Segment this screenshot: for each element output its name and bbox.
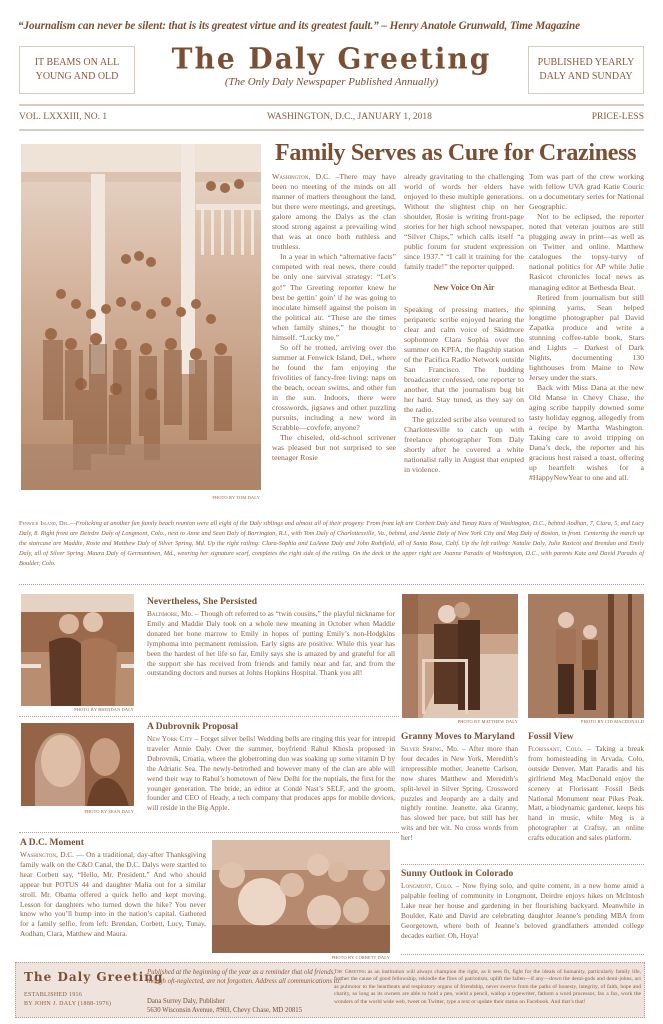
- paragraph: Retired from journalism but still spinning yarns, Sean helped longtime photographer pal David Zapatka produce and write a stunning coffee-table book, Stars and Lights – Darkest of Dark Nights, documenting 130 lighthouses from Maine to New Jersey under the stars.: [529, 292, 644, 382]
- paragraph: In a year in which “alternative facts” competed with real news, there could be only one survival strategy: “Let’s go!” The Greeting reporter knew he best be gettin’ goin’ if he was going to inoculate himself against the poison in the political air. “These are the times when family shines,” he thought to himself. “Lucky me.”: [272, 252, 396, 342]
- brief-body: [20, 850, 206, 939]
- brief-dateline: Silver Spring, Md.: [401, 744, 459, 753]
- footer-published-note: Published at the beginning of the year as a reminder that old friends, though oft-neglected, are not forgotten. Address all communications to:: [147, 969, 342, 985]
- volume-number: VOL. LXXXIII, NO. 1: [19, 112, 108, 122]
- footer-address: [147, 997, 347, 1015]
- masthead-title: The Daly Greeting: [171, 41, 492, 76]
- ear-left-line-2: YOUNG AND OLD: [35, 71, 119, 82]
- header-rule-top: [19, 104, 644, 106]
- brief-title: Granny Moves to Maryland: [401, 732, 515, 742]
- brief-title: Sunny Outlook in Colorado: [401, 869, 514, 879]
- footer-established: [24, 991, 111, 1009]
- paragraph: Tom was part of the crew working with fellow UVA grad Katie Couric on a documentary series for National Geographic.: [529, 172, 644, 212]
- brief-body: [147, 609, 395, 678]
- price: PRICE-LESS: [591, 112, 644, 122]
- brief-text: – Forget silver bells! Wedding bells are ringing this year for intrepid traveler Annie Daly. Over the summer, boyfriend Rahul Khosla proposed in Dubrovnik, Croatia, where the globetrotting duo was soaking up some vitamin D by the Adriatic Sea. The newly-betrothed and however many of the clan are able will wend their way to Rahul’s hometown of New Delhi for the nuptials, the first for the younger generation. The bride, an editor at Condé Nast’s SELF, and the groom, founder and CEO of Heady, a tech company that produces apps for mobile devices, will reside in the Big Apple.: [147, 734, 395, 813]
- caption-text: —Frolicking at another fun family beach reunion were all eight of the Daly siblings and almost all of their progeny. From front left are Corbett Daly and Tunay Kuru of Washington, D.C., behind Aodhan, 7, Ciara, 5, and Lucy Daly, 8. Right front are Deirdre Daly of Longmont, Colo., next to Anne and Sean Daly of Barrington, R.I., with Tom Daly of Charlottesville, Va., behind, and Annie Daly of New York City and Meg Daly of Boston, in front. Centering the march up the staircase are Maddie, Rosie and Matthew Daly of Silver Spring, Md. Up the right railing: Clara-Sophia and LuAnne Daly and John Rothfield, all of Santa Rosa, Calif. Up the left railing: Natalie Daly, Julie Rasicot and Brendan and Emily Daly, all of Silver Spring. Maura Daly of Germantown, Md., wearing her signature scarf, completes the right side of the railing. On the deck in the upper right are Joanne Paradis of Washington, D.C., with parents Kate and David Paradis of Boulder, Colo.: [19, 520, 644, 567]
- brief-text: – Taking a break from homesteading in Arvada, Colo, outside Denver, Matt Paradis and his girlfriend Meg MacDonald enjoy the scenery at Florissant Fossil Beds National Monument near Pikes Peak. Matt, a biodynamic gardener, keeps his hand in music, while Meg is a photographer at Craftsy, an online crafts education and sales platform.: [528, 744, 644, 843]
- paragraph: –There may have been no meeting of the minds on all manner of matters throughout the land, but there were meetings, and greetings, galore among the Dalys as the clan stood strong against a prevailing wind that was at once both ruthless and truthless.: [272, 172, 396, 252]
- brief-photo-credit: PHOTO BY BRENDAN DALY: [74, 707, 134, 712]
- brief-title: Nevertheless, She Persisted: [147, 597, 258, 607]
- section-divider: [19, 584, 644, 585]
- brief-body: [528, 744, 644, 843]
- brief-title: A D.C. Moment: [20, 838, 84, 848]
- brief-dateline: Baltimore, Md.: [147, 609, 193, 618]
- brief-text: – Though oft referred to as “twin cousins,” the playful nickname for Emily and Maddie Daly took on a whole new meaning in October when Maddie donated her bone marrow to Emily in hopes of putting Emily’s non-Hodgkins lymphoma into permanent remission. Early signs are positive. While this year has been the hardest of her life so far, Emily says she is amazed by and grateful for all the support she has received from friends and family near and far, and from the outstanding doctors and nurses at Johns Hopkins Hospital. Thank you all!: [147, 609, 396, 678]
- brief-photo-credit: PHOTO BY CID MACDONALD: [580, 719, 644, 724]
- brief-photo-credit: PHOTO BY CORBETT DALY: [331, 955, 390, 960]
- footer-motto: [334, 969, 641, 1006]
- ear-right-line-2: DALY AND SUNDAY: [539, 71, 633, 82]
- brief-dateline: Longmont, Colo.: [401, 881, 453, 890]
- epigraph-quote: “Journalism can never be silent: that is its greatest virtue and its greatest fault.” – Henry Anatole Grunwald, Time Magazine: [18, 20, 580, 32]
- motto-lead: The Greeting: [334, 969, 366, 975]
- caption-dateline: Fenwick Island, Del.: [19, 520, 70, 527]
- lead-photo-caption: [19, 519, 644, 569]
- brief-photo-credit: PHOTO BY MATTHEW DALY: [457, 719, 518, 724]
- brief-text: – Now flying solo, and quite content, in a new home amid a palpable feeling of community in Longmont, Deirdre enjoys hikes on McIntosh Lake near her house and gardening in her flourishing backyard. Meanwhile in Boulder, Kate and David are celebrating daughter Jeanne’s pending MBA from Georgetown, where both of Jeanne’s beloved grandfathers attended college decades earlier. Oh, Hoya!: [401, 881, 644, 940]
- header-rule-bottom: [19, 129, 644, 131]
- ear-right: [528, 46, 644, 94]
- brief-photo-credit: PHOTO BY SEAN DALY: [84, 809, 134, 814]
- lead-story-column-2: [404, 172, 524, 475]
- brief-photo-fossil: [528, 594, 644, 718]
- section-divider: [401, 954, 644, 955]
- motto-text: as an institution will always champion the right, as it sees fit, fight for the ideals of humanity, particularly family life, further the cause of good fellowship, rekindle the fires of patriotism, uplift the fallen—if any—down the demi-gods and demi-johns, act as pulmotor to the heartbeats and respiratory organs of friendship, never swerve from the paths of honesty, integrity, of faith, hope and charity, so long as its owners are able to hold a pen, wield a pencil, wallop a typewriter, fathom a word processor, fax a fax, work the wonders of the world wide web, tweet on Twitter, type a text or update their status on Facebook. And that’s that!: [334, 969, 642, 1005]
- ear-left: [19, 46, 135, 94]
- issue-date: WASHINGTON, D.C., JANUARY 1, 2018: [266, 112, 432, 122]
- ear-right-line-1: PUBLISHED YEARLY: [537, 57, 635, 68]
- founder: BY JOHN J. DALY (1888-1976): [24, 1001, 112, 1007]
- brief-photo-persisted: [21, 594, 134, 706]
- ear-left-line-1: IT BEAMS ON ALL: [34, 57, 120, 68]
- paragraph: already gravitating to the challenging world of words her elders have enjoyed lo these multiple generations. Without the slightest chip on her shoulder, Rosie is writing front-page stories for her high school newspaper, “Silver Chips,” which calls itself “a public forum for student expression since 1937.” “I call it training for the family trade!” the reporter quipped.: [404, 172, 524, 272]
- section-divider: [19, 716, 399, 717]
- lead-dateline: Washington, D.C.: [272, 172, 331, 181]
- brief-body: [147, 734, 395, 813]
- lead-story-column-3: [529, 172, 644, 483]
- lead-headline: Family Serves as Cure for Craziness: [275, 140, 637, 166]
- publisher-address: 5630 Wisconsin Avenue, #903, Chevy Chase, MD 20815: [147, 1007, 303, 1014]
- brief-dateline: Florissant, Colo.: [528, 744, 583, 753]
- footer-box: [15, 962, 645, 1018]
- dateline-bar: [19, 112, 644, 122]
- lead-photo-credit: PHOTO BY TOM DALY: [212, 495, 260, 500]
- established-year: ESTABLISHED 1916: [24, 992, 83, 998]
- brief-title: A Dubrovnik Proposal: [147, 722, 238, 732]
- brief-body: [401, 881, 644, 940]
- subhead-new-voice-on-air: New Voice On Air: [433, 283, 495, 293]
- lead-photo: [21, 144, 261, 490]
- masthead-subtitle: (The Only Daly Newspaper Published Annually): [224, 76, 439, 88]
- paragraph: Not to be eclipsed, the reporter noted that veteran journos are still plugging away in print—as well as on Twitter and online. Matthew catalogues the topsy-turvy of national politics for AP while Julie Rasicot chronicles local news as managing editor at Bethesda Beat.: [529, 212, 644, 292]
- brief-text: — On a traditional, day-after Thanksgiving family walk on the C&O Canal, the D.C. Dalys were startled to hear Corbett say, “Hello, Mr. President.” And who should appear but POTUS 44 and daughter Malia out for a similar stroll. Mr. Obama offered a quick hello and kept moving. Lesson for daughters who turned down the hike? You never know who you’ll bump into in the nation’s capital. Gathered for a family selfie, from left: Brendan, Corbett, Lucy, Tunay, Aodhan, Ciara, Matthew and Maura.: [20, 850, 206, 939]
- lead-story-column-1: [272, 172, 396, 463]
- brief-photo-dc-moment: [212, 840, 390, 953]
- brief-dateline: New York City: [147, 734, 193, 743]
- paragraph: So off he trotted, arriving over the summer at Fenwick Island, Del., where he found the fam enjoying the frivolities of fancy-free living: naps on the beach, ocean swims, and other fun in the sun. Indoors, there were crosswords, jigsaws and other puzzling pursuits, including a new word in Scrabble—covfefe, anyone?: [272, 342, 396, 433]
- footer-logo: The Daly Greeting: [24, 970, 164, 984]
- brief-title: Fossil View: [528, 732, 574, 742]
- section-divider: [19, 832, 399, 833]
- brief-body: [401, 744, 518, 843]
- masthead: [140, 42, 523, 88]
- brief-text: – After more than four decades in New York, Meredith’s irrepressible mother, Jeanette Carlson, now shares Matthew and Meredith’s split-level in Silver Spring. Crossword puzzles and Jeopardy are a daily and nightly routine. Jeanette, aka Granny, has slowed her pace, but still has her wits and her wit. No cross words from her!: [401, 744, 518, 843]
- paragraph: The grizzled scribe also ventured to Charlottesville to catch up with freelance photographer Tom Daly shortly after he covered a white nationalist rally in August that erupted in violence.: [404, 415, 524, 475]
- paragraph: Back with Miss Dana at the new Old Manse in Chevy Chase, the aging scribe happily downed some tasty holiday eggnog, allegedly from a recipe by Martha Washington. Taking care to avoid tripping on Dana’s deck, the reporter and his gracious host raised a toast, offering up heartfelt wishes for a #HappyNewYear to one and all.: [529, 382, 644, 483]
- brief-photo-dubrovnik: [21, 723, 134, 806]
- paragraph: The chiseled, old-school scrivener was pleased but not surprised to see teenager Rosie: [272, 433, 396, 463]
- section-divider: [401, 864, 644, 865]
- paragraph: Speaking of pressing matters, the peripatetic scribe enjoyed hearing the clear and calm voice of Skidmore sophomore Clara Sophia over the summer on KPFA, the flagship station of the Pacifica Radio Network outside San Francisco. The budding broadcaster confessed, one reporter to another, that the journalism bug bit her hard. Stay tuned, as they say on the radio.: [404, 304, 524, 414]
- brief-photo-granny: [402, 594, 518, 718]
- brief-dateline: Washington, D.C.: [20, 850, 74, 859]
- publisher-name: Dana Surrey Daly, Publisher: [147, 998, 225, 1005]
